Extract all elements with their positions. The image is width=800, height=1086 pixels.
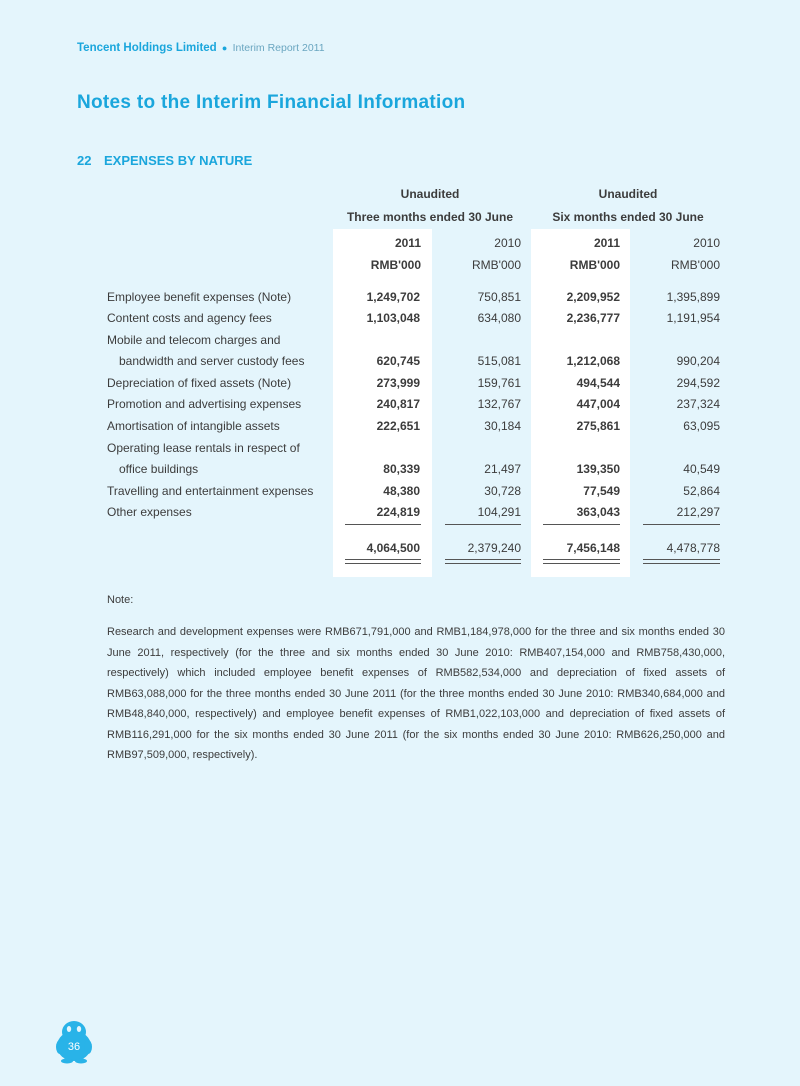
cell-value: 40,549 (683, 462, 720, 476)
page-number: 36 (67, 1041, 81, 1053)
section-title: EXPENSES BY NATURE (104, 153, 253, 168)
cell-value: 80,339 (383, 462, 420, 476)
row-label: Depreciation of fixed assets (Note) (107, 376, 292, 390)
total-double-rule (445, 559, 521, 564)
cell-value: 2,209,952 (566, 290, 620, 304)
page-title: Notes to the Interim Financial Information (77, 92, 466, 113)
section-number: 22 (77, 153, 92, 168)
cell-value: 1,103,048 (366, 311, 420, 325)
cell-value: 63,095 (683, 419, 720, 433)
total-double-rule (543, 559, 620, 564)
column-unit: RMB'000 (569, 258, 620, 272)
row-label: Travelling and entertainment expenses (107, 484, 314, 498)
penguin-mascot-icon (52, 1020, 96, 1064)
cell-value: 273,999 (376, 376, 420, 390)
cell-value: 1,395,899 (666, 290, 720, 304)
column-year: 2010 (693, 236, 720, 250)
column-year: 2010 (494, 236, 521, 250)
cell-value: 104,291 (477, 505, 521, 519)
cell-value: 240,817 (376, 397, 420, 411)
cell-value: 139,350 (576, 462, 620, 476)
cell-value: 620,745 (376, 354, 420, 368)
column-unit: RMB'000 (671, 258, 720, 272)
row-label-continued: office buildings (119, 462, 199, 476)
cell-value: 237,324 (676, 397, 720, 411)
note-text: Research and development expenses were RMB671,791,000 and RMB1,184,978,000 for the three and six months ended 30 June 2011, respectively (for the three and six months ended 30 June 2010: RMB407,154,000 and RMB758,430,000, respectively) which included employee benefit expenses of RMB582,534,000 and depreciation of fixed assets of RMB63,088,000 for the three months ended 30 June 2011 (for the three months ended 30 June 2010: RMB340,684,000 and RMB48,840,000, respectively) and employee benefit expenses of RMB1,022,103,000 and depreciation of fixed assets of RMB116,291,000 for the six months ended 30 June 2011 (for the six months ended 30 June 2010: RMB626,250,000 and RMB97,509,000, respectively). (107, 626, 725, 761)
row-label: Operating lease rentals in respect of (107, 441, 300, 455)
cell-value: 634,080 (477, 311, 521, 325)
row-label: Employee benefit expenses (Note) (107, 290, 292, 304)
cell-value: 494,544 (576, 376, 620, 390)
header-separator: ● (221, 43, 228, 53)
group-audit-label: Unaudited (598, 187, 658, 201)
cell-value: 21,497 (484, 462, 521, 476)
cell-value: 1,191,954 (666, 311, 720, 325)
section-heading (77, 153, 252, 168)
company-name: Tencent Holdings Limited (77, 42, 217, 54)
group-audit-label: Unaudited (400, 187, 460, 201)
total-value: 7,456,148 (566, 541, 620, 555)
row-label: Other expenses (107, 505, 192, 519)
subtotal-rule (345, 524, 421, 525)
group-period-label: Three months ended 30 June (346, 210, 514, 224)
cell-value: 30,184 (484, 419, 521, 433)
column-year: 2011 (394, 236, 421, 250)
cell-value: 363,043 (576, 505, 620, 519)
cell-value: 222,651 (376, 419, 420, 433)
cell-value: 52,864 (683, 484, 720, 498)
cell-value: 132,767 (477, 397, 521, 411)
cell-value: 275,861 (576, 419, 620, 433)
subtotal-rule (643, 524, 720, 525)
cell-value: 515,081 (477, 354, 521, 368)
row-label-continued: bandwidth and server custody fees (119, 354, 305, 368)
cell-value: 159,761 (477, 376, 521, 390)
row-label: Content costs and agency fees (107, 311, 272, 325)
cell-value: 294,592 (676, 376, 720, 390)
row-label: Promotion and advertising expenses (107, 397, 302, 411)
cell-value: 1,212,068 (566, 354, 620, 368)
note-label: Note: (107, 594, 134, 606)
row-label: Amortisation of intangible assets (107, 419, 280, 433)
column-unit: RMB'000 (370, 258, 421, 272)
total-value: 4,064,500 (366, 541, 420, 555)
report-name: Interim Report 2011 (232, 42, 325, 54)
cell-value: 224,819 (376, 505, 420, 519)
subtotal-rule (543, 524, 620, 525)
cell-value: 990,204 (676, 354, 720, 368)
cell-value: 48,380 (383, 484, 420, 498)
column-year: 2011 (593, 236, 620, 250)
total-double-rule (345, 559, 421, 564)
total-value: 4,478,778 (666, 541, 720, 555)
cell-value: 77,549 (583, 484, 620, 498)
total-value: 2,379,240 (467, 541, 521, 555)
column-unit: RMB'000 (472, 258, 521, 272)
subtotal-rule (445, 524, 521, 525)
group-period-label: Six months ended 30 June (552, 210, 704, 224)
cell-value: 30,728 (484, 484, 521, 498)
cell-value: 447,004 (576, 397, 620, 411)
cell-value: 750,851 (477, 290, 521, 304)
cell-value: 212,297 (676, 505, 720, 519)
cell-value: 2,236,777 (566, 311, 620, 325)
total-double-rule (643, 559, 720, 564)
running-header (77, 42, 325, 54)
row-label: Mobile and telecom charges and (107, 333, 281, 347)
cell-value: 1,249,702 (366, 290, 420, 304)
